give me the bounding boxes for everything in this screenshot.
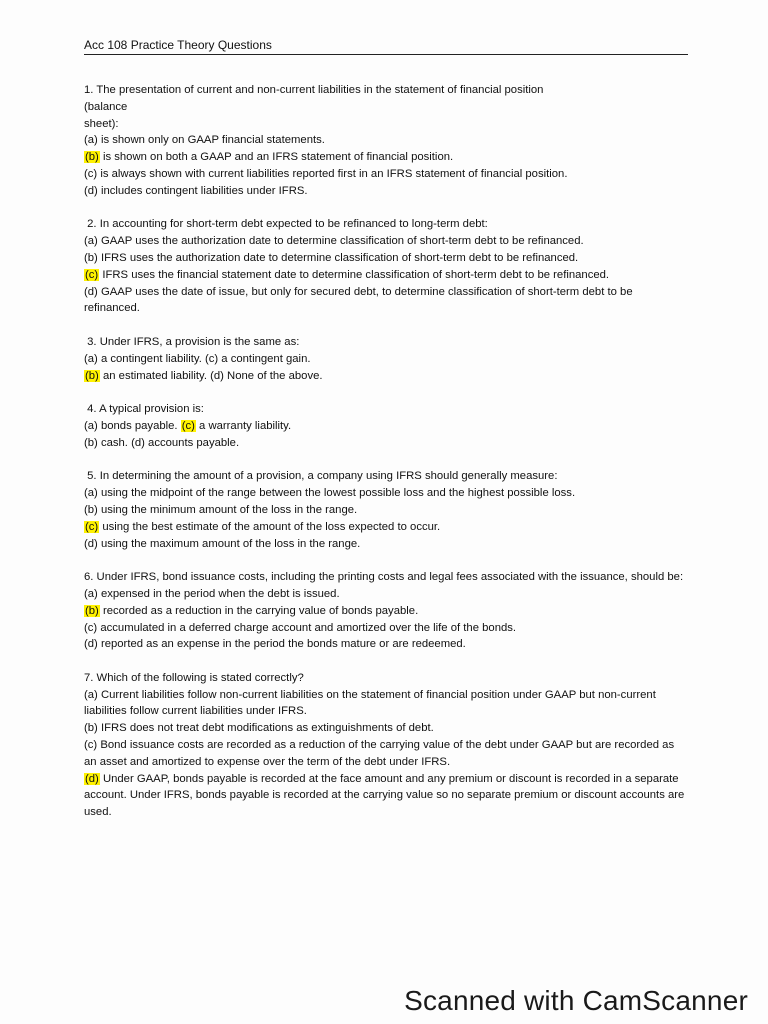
question-stem: sheet):	[84, 117, 119, 130]
answer-key: (d)	[84, 537, 98, 550]
answer-option	[84, 536, 688, 553]
question-3	[84, 334, 688, 384]
highlighted-answer-key: (c)	[85, 268, 99, 281]
question-2	[84, 216, 688, 317]
answer-option	[84, 771, 688, 821]
answer-text: Under GAAP, bonds payable is recorded at the face amount and any premium or discount is recorded in a separate account. Under IFRS, bonds payable is recorded at the carrying value so no separate premium or discount accounts are used.	[84, 772, 688, 819]
answer-option	[84, 502, 688, 519]
answer-option	[84, 418, 688, 435]
question-4	[84, 401, 688, 451]
question-stem: 5. In determining the amount of a provision, a company using IFRS should generally measure:	[84, 470, 558, 483]
question-stem: (balance	[84, 100, 128, 113]
highlighted-answer-key: (c)	[85, 520, 99, 533]
answer-key: (b)	[84, 251, 98, 264]
answer-option	[84, 586, 688, 603]
answer-text: recorded as a reduction in the carrying value of bonds payable.	[99, 604, 419, 617]
answer-text: a contingent liability. (c) a contingent gain.	[97, 352, 311, 365]
answer-text: reported as an expense in the period the bonds mature or are redeemed.	[97, 638, 466, 651]
answer-option	[84, 720, 688, 737]
answer-text: IFRS uses the authorization date to determine classification of short-term debt to be refinanced.	[97, 251, 579, 264]
highlighted-answer-key: (c)	[181, 419, 195, 432]
answer-option	[84, 603, 688, 620]
answer-option	[84, 233, 688, 250]
answer-text: (b) cash. (d) accounts payable.	[84, 436, 240, 449]
highlighted-answer-key: (d)	[85, 772, 99, 785]
answer-key: (d)	[84, 638, 98, 651]
answer-option	[84, 166, 688, 183]
answer-text: Bond issuance costs are recorded as a reduction of the carrying value of the debt under GAAP but are recorded as an asset and amortized to expense over the term of the debt under IFRS.	[84, 739, 678, 768]
answer-text: using the midpoint of the range between the lowest possible loss and the highest possible loss.	[97, 487, 576, 500]
answer-option	[84, 250, 688, 267]
answer-text: using the maximum amount of the loss in the range.	[97, 537, 361, 550]
answer-text: expensed in the period when the debt is issued.	[97, 587, 340, 600]
answer-key: (b)	[84, 722, 98, 735]
answer-option	[84, 351, 688, 368]
answer-option	[84, 737, 688, 771]
question-stem: 6. Under IFRS, bond issuance costs, including the printing costs and legal fees associated with the issuance, should be:	[84, 571, 684, 584]
question-stem: 2. In accounting for short-term debt expected to be refinanced to long-term debt:	[84, 218, 488, 231]
question-5	[84, 468, 688, 552]
answer-key: (a)	[84, 235, 98, 248]
answer-key: (c)	[84, 739, 98, 752]
question-6	[84, 569, 688, 653]
answer-key: (d)	[84, 184, 98, 197]
answer-text: GAAP uses the date of issue, but only for secured debt, to determine classification of short-term debt to be refinanced.	[84, 285, 636, 315]
question-stem: 3. Under IFRS, a provision is the same as:	[84, 335, 300, 348]
answer-text: using the best estimate of the amount of the loss expected to occur.	[99, 520, 441, 533]
camscanner-watermark: Scanned with CamScanner	[404, 985, 748, 1016]
answer-text: an estimated liability. (d) None of the above.	[99, 369, 323, 382]
question-stem: 4. A typical provision is:	[84, 403, 204, 416]
answer-key: (a)	[84, 134, 98, 147]
answer-text: GAAP uses the authorization date to determine classification of short-term debt to be refinanced.	[97, 235, 584, 248]
answer-option	[84, 687, 688, 721]
answer-option	[84, 267, 688, 284]
answer-key: (c)	[84, 167, 98, 180]
highlighted-answer-key: (b)	[85, 369, 99, 382]
answer-text: includes contingent liabilities under IFRS.	[97, 184, 308, 197]
answer-text: IFRS does not treat debt modifications as extinguishments of debt.	[97, 722, 434, 735]
answer-option	[84, 636, 688, 653]
answer-text: IFRS uses the financial statement date to determine classification of short-term debt to be refinanced.	[99, 268, 610, 281]
answer-option	[84, 368, 688, 385]
answer-option	[84, 620, 688, 637]
answer-text: a warranty liability.	[195, 419, 292, 432]
answer-text: accumulated in a deferred charge account and amortized over the life of the bonds.	[97, 621, 517, 634]
highlighted-answer-key: (b)	[85, 151, 99, 164]
questions-list	[84, 82, 688, 838]
page-title: Acc 108 Practice Theory Questions	[84, 38, 272, 52]
answer-key: (c)	[84, 621, 98, 634]
answer-key: (a)	[84, 688, 98, 701]
answer-text: using the minimum amount of the loss in the range.	[97, 503, 358, 516]
question-7	[84, 670, 688, 821]
answer-key: (d)	[84, 285, 98, 298]
answer-option	[84, 485, 688, 502]
answer-option	[84, 435, 688, 452]
answer-key: (a)	[84, 352, 98, 365]
highlighted-answer-key: (b)	[85, 604, 99, 617]
answer-option	[84, 149, 688, 166]
answer-text: (a) bonds payable.	[84, 419, 181, 432]
answer-text: is always shown with current liabilities reported first in an IFRS statement of financial position.	[97, 167, 568, 180]
answer-option	[84, 183, 688, 200]
answer-option	[84, 132, 688, 149]
answer-text: is shown only on GAAP financial statements.	[97, 134, 325, 147]
answer-text: is shown on both a GAAP and an IFRS statement of financial position.	[99, 151, 454, 164]
answer-key: (a)	[84, 587, 98, 600]
question-stem: 1. The presentation of current and non-current liabilities in the statement of financial position	[84, 84, 544, 96]
answer-option	[84, 519, 688, 536]
page-header	[84, 38, 688, 55]
answer-option	[84, 284, 688, 318]
question-1	[84, 82, 688, 200]
answer-key: (a)	[84, 487, 98, 500]
question-stem: 7. Which of the following is stated correctly?	[84, 671, 304, 684]
answer-key: (b)	[84, 503, 98, 516]
answer-text: Current liabilities follow non-current liabilities on the statement of financial position under GAAP but non-current liabilities follow current liabilities under IFRS.	[84, 688, 659, 718]
